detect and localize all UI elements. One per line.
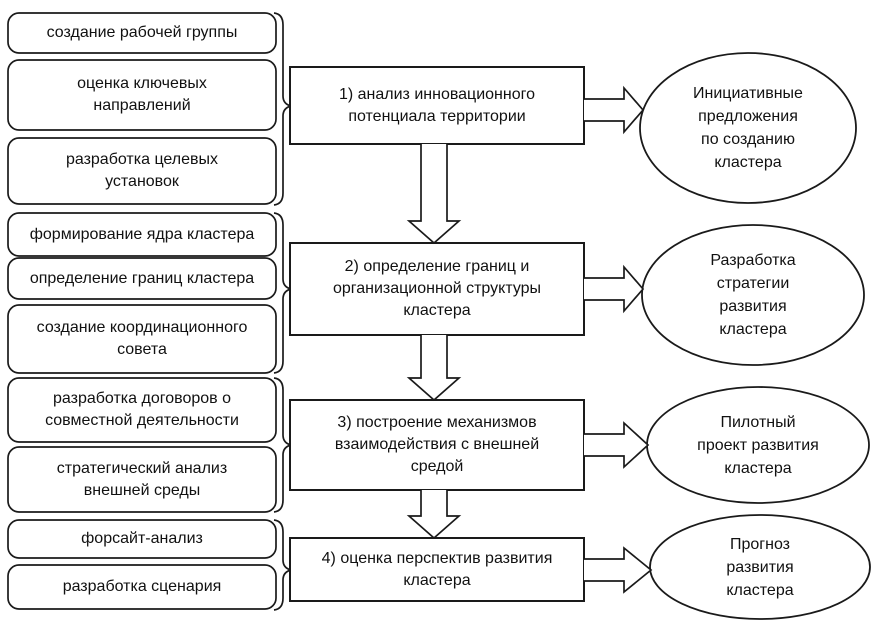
- text-line: создание координационного: [36, 319, 248, 336]
- text-line: кластера: [403, 302, 471, 319]
- text-line: Пилотный: [720, 413, 796, 431]
- text-line: развития: [719, 298, 787, 315]
- text-line: потенциала территории: [348, 107, 526, 125]
- text-line: стратегии: [716, 275, 790, 292]
- text-line: 4) оценка перспектив развития: [321, 549, 553, 567]
- text-line: формирование ядра кластера: [29, 225, 255, 243]
- text-line: проект развития: [697, 436, 819, 454]
- text-line: взаимодействия с внешней: [334, 436, 540, 453]
- text-line: Разработка: [710, 252, 796, 269]
- right-arrow-3: [584, 423, 648, 467]
- input-label-foresight-analysis: [8, 520, 276, 558]
- text-line: направлений: [93, 97, 191, 114]
- text-line: кластера: [403, 571, 471, 589]
- input-label-key-directions: [8, 60, 276, 130]
- text-line: совета: [117, 341, 167, 358]
- outcome-1-label: [653, 68, 843, 188]
- outcome-4-label: [665, 521, 855, 613]
- input-label-cluster-core: [8, 213, 276, 256]
- text-line: установок: [105, 173, 179, 190]
- text-line: по созданию: [701, 131, 795, 148]
- text-line: стратегический анализ: [56, 459, 228, 477]
- input-label-scenario-development: [8, 565, 276, 609]
- text-line: 3) построение механизмов: [337, 414, 537, 431]
- down-arrow-1: [409, 144, 459, 243]
- down-arrow-2: [409, 335, 459, 400]
- stage-3-label: [290, 400, 584, 490]
- right-arrow-2: [584, 267, 643, 311]
- text-line: разработка сценария: [62, 578, 222, 595]
- input-label-joint-agreements: [8, 378, 276, 442]
- down-arrow-3: [409, 490, 459, 538]
- text-line: кластера: [726, 581, 794, 599]
- outcome-2-label: [658, 235, 848, 355]
- input-label-target-settings: [8, 138, 276, 204]
- text-line: внешней среды: [83, 481, 201, 499]
- text-line: форсайт-анализ: [81, 530, 203, 547]
- text-line: оценка ключевых: [77, 75, 207, 92]
- text-line: разработка договоров о: [53, 390, 231, 407]
- right-arrow-1: [584, 88, 643, 132]
- text-line: кластера: [719, 321, 787, 338]
- input-label-strategic-analysis: [8, 447, 276, 512]
- text-line: разработка целевых: [65, 151, 219, 168]
- input-label-working-group: [8, 13, 276, 53]
- text-line: кластера: [714, 154, 782, 171]
- text-line: определение границ кластера: [29, 269, 255, 287]
- stage-4-label: [290, 538, 584, 601]
- right-arrow-4: [584, 548, 651, 592]
- text-line: средой: [410, 458, 464, 475]
- stage-2-label: [290, 243, 584, 335]
- text-line: создание рабочей группы: [46, 24, 238, 41]
- outcome-3-label: [663, 397, 853, 493]
- text-line: 1) анализ инновационного: [338, 85, 536, 103]
- text-line: 2) определение границ и: [344, 258, 530, 275]
- text-line: организационной структуры: [332, 280, 542, 297]
- text-line: Прогноз: [729, 535, 791, 553]
- text-line: кластера: [724, 459, 792, 477]
- text-line: совместной деятельности: [45, 412, 239, 429]
- text-line: предложения: [698, 108, 798, 125]
- input-label-coordination-council: [8, 305, 276, 373]
- text-line: Инициативные: [693, 85, 803, 102]
- stage-1-label: [290, 67, 584, 144]
- text-line: развития: [726, 558, 794, 576]
- input-label-cluster-borders: [8, 258, 276, 299]
